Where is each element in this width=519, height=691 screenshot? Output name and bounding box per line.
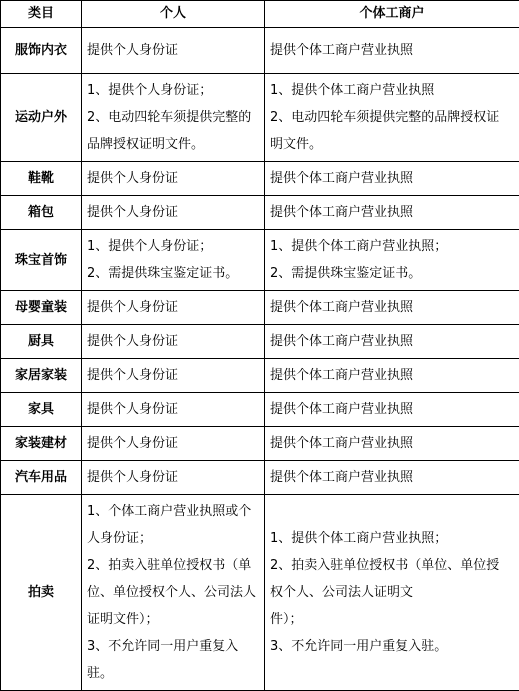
- category-cell: 服饰内衣: [1, 28, 82, 74]
- business-requirement-line: 2、电动四轮车须提供完整的品牌授权证: [270, 104, 514, 131]
- business-requirement-line: 1、提供个体工商户营业执照；: [270, 233, 514, 260]
- table-row: [1, 461, 519, 495]
- header-personal: 个人: [82, 1, 265, 28]
- header-business: 个体工商户: [265, 1, 519, 28]
- category-cell: 家具: [1, 393, 82, 427]
- personal-requirement-line: 提供个人身份证: [87, 430, 259, 457]
- category-cell: 家居家装: [1, 359, 82, 393]
- category-cell: 鞋靴: [1, 162, 82, 196]
- business-requirement-cell: [265, 196, 519, 230]
- business-requirement-line: 1、提供个体工商户营业执照: [270, 77, 514, 104]
- business-requirement-cell: [265, 393, 519, 427]
- table-body: [1, 28, 519, 691]
- business-requirement-line: 提供个体工商户营业执照: [270, 165, 514, 192]
- category-cell: 运动户外: [1, 74, 82, 162]
- business-requirement-cell: [265, 162, 519, 196]
- category-cell: 家装建材: [1, 427, 82, 461]
- personal-requirement-line: 提供个人身份证: [87, 464, 259, 491]
- business-requirement-line: 提供个体工商户营业执照: [270, 294, 514, 321]
- business-requirement-cell: [265, 74, 519, 162]
- business-requirement-line: 提供个体工商户营业执照: [270, 199, 514, 226]
- category-cell: 拍卖: [1, 495, 82, 691]
- business-requirement-line: 提供个体工商户营业执照: [270, 362, 514, 389]
- table-row: [1, 427, 519, 461]
- business-requirement-line: 1、提供个体工商户营业执照；: [270, 525, 514, 552]
- personal-requirement-cell: [82, 393, 265, 427]
- category-cell: 厨具: [1, 325, 82, 359]
- business-requirement-line: 权个人、公司法人证明文: [270, 579, 514, 606]
- business-requirement-cell: [265, 427, 519, 461]
- table-row: [1, 230, 519, 291]
- business-requirement-cell: [265, 28, 519, 74]
- business-requirement-line: 提供个体工商户营业执照: [270, 396, 514, 423]
- business-requirement-cell: [265, 325, 519, 359]
- personal-requirement-line: 1、提供个人身份证；: [87, 233, 259, 260]
- table-row: [1, 291, 519, 325]
- table-row: [1, 28, 519, 74]
- personal-requirement-line: 2、电动四轮车须提供完整的: [87, 104, 259, 131]
- business-requirement-line: 件）；: [270, 606, 514, 633]
- personal-requirement-line: 1、个体工商户营业执照或个: [87, 498, 259, 525]
- personal-requirement-cell: [82, 427, 265, 461]
- personal-requirement-cell: [82, 359, 265, 393]
- business-requirement-cell: [265, 359, 519, 393]
- business-requirement-line: 提供个体工商户营业执照: [270, 464, 514, 491]
- business-requirement-line: 2、需提供珠宝鉴定证书。: [270, 260, 514, 287]
- category-cell: 汽车用品: [1, 461, 82, 495]
- business-requirement-line: 提供个体工商户营业执照: [270, 328, 514, 355]
- table-row: [1, 162, 519, 196]
- category-cell: 珠宝首饰: [1, 230, 82, 291]
- header-row: [1, 1, 519, 28]
- personal-requirement-line: 证明文件）；: [87, 606, 259, 633]
- personal-requirement-line: 品牌授权证明文件。: [87, 131, 259, 158]
- category-cell: 箱包: [1, 196, 82, 230]
- category-cell: 母婴童装: [1, 291, 82, 325]
- personal-requirement-line: 提供个人身份证: [87, 165, 259, 192]
- business-requirement-line: 2、拍卖入驻单位授权书（单位、单位授: [270, 552, 514, 579]
- business-requirement-cell: [265, 291, 519, 325]
- table-row: [1, 393, 519, 427]
- personal-requirement-line: 提供个人身份证: [87, 328, 259, 355]
- business-requirement-line: 提供个体工商户营业执照: [270, 37, 514, 64]
- personal-requirement-cell: [82, 162, 265, 196]
- personal-requirement-line: 人身份证；: [87, 525, 259, 552]
- personal-requirement-line: 提供个人身份证: [87, 294, 259, 321]
- table-row: [1, 359, 519, 393]
- personal-requirement-line: 驻。: [87, 660, 259, 687]
- personal-requirement-line: 2、需提供珠宝鉴定证书。: [87, 260, 259, 287]
- table-row: [1, 74, 519, 162]
- personal-requirement-line: 2、拍卖入驻单位授权书（单: [87, 552, 259, 579]
- table-row: [1, 495, 519, 691]
- table-row: [1, 325, 519, 359]
- personal-requirement-cell: [82, 74, 265, 162]
- business-requirement-cell: [265, 461, 519, 495]
- personal-requirement-cell: [82, 325, 265, 359]
- business-requirement-line: 明文件。: [270, 131, 514, 158]
- business-requirement-line: 3、不允许同一用户重复入驻。: [270, 633, 514, 660]
- business-requirement-line: 提供个体工商户营业执照: [270, 430, 514, 457]
- business-requirement-cell: [265, 230, 519, 291]
- personal-requirement-line: 3、不允许同一用户重复入: [87, 633, 259, 660]
- header-category: 类目: [1, 1, 82, 28]
- personal-requirement-cell: [82, 291, 265, 325]
- business-requirement-cell: [265, 495, 519, 691]
- personal-requirement-cell: [82, 230, 265, 291]
- personal-requirement-cell: [82, 196, 265, 230]
- personal-requirement-line: 位、单位授权个人、公司法人: [87, 579, 259, 606]
- personal-requirement-cell: [82, 28, 265, 74]
- personal-requirement-cell: [82, 495, 265, 691]
- personal-requirement-cell: [82, 461, 265, 495]
- personal-requirement-line: 提供个人身份证: [87, 37, 259, 64]
- personal-requirement-line: 1、提供个人身份证；: [87, 77, 259, 104]
- personal-requirement-line: 提供个人身份证: [87, 199, 259, 226]
- personal-requirement-line: 提供个人身份证: [87, 362, 259, 389]
- table-row: [1, 196, 519, 230]
- personal-requirement-line: 提供个人身份证: [87, 396, 259, 423]
